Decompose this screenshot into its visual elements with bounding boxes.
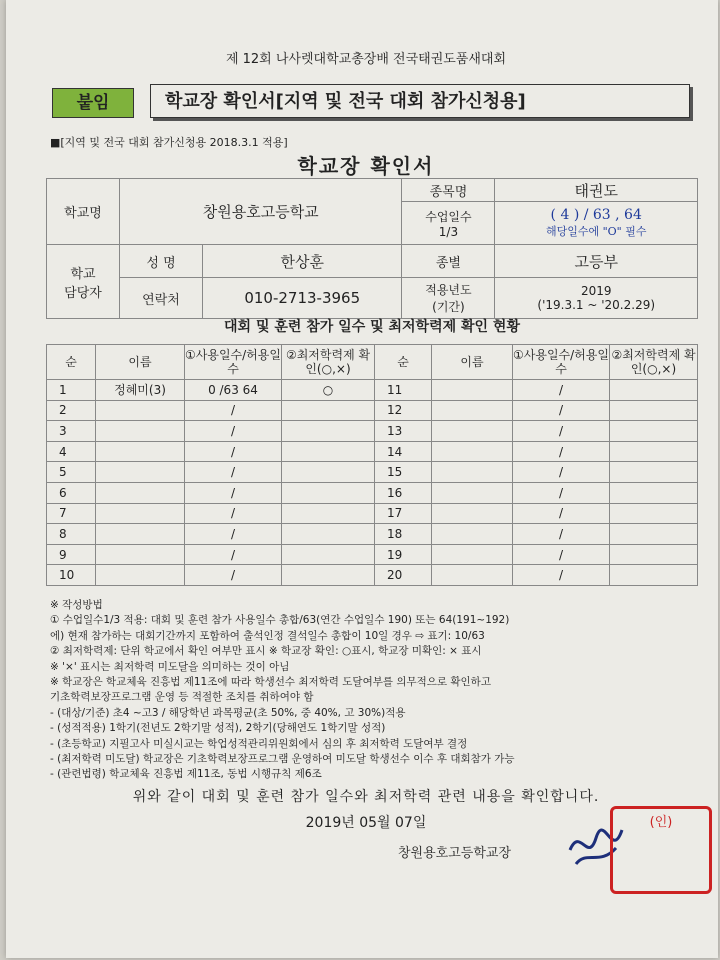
instruction-line: - (최저학력 미도달) 학교장은 기초학력보장프로그램 운영하여 미도달 학생선수 이수 후 대회참가 가능 [50, 753, 515, 766]
row-number-2: 17 [375, 503, 432, 524]
row-days-2: / [513, 524, 610, 545]
row-name-2 [432, 400, 513, 421]
row-min-2 [610, 380, 698, 401]
row-number: 2 [47, 400, 96, 421]
header-min: ②최저학력제 확인(○,×) [282, 345, 375, 380]
form-title: 학교장 확인서[지역 및 전국 대회 참가신청용] [150, 84, 690, 118]
contact-label: 연락처 [120, 278, 203, 319]
instruction-line: ※ 학교장은 학교체육 진흥법 제11조에 따라 학생선수 최저학력 도달여부를 의무적으로 확인하고 [50, 676, 491, 689]
form-note: ■[지역 및 전국 대회 참가신청용 2018.3.1 적용] [50, 136, 288, 149]
table-title: 대회 및 훈련 참가 일수 및 최저학력제 확인 현황 [224, 319, 520, 335]
row-min-2 [610, 400, 698, 421]
row-number: 3 [47, 421, 96, 442]
category-label: 종별 [402, 245, 495, 278]
row-number: 8 [47, 524, 96, 545]
row-name-2 [432, 421, 513, 442]
row-days-2: / [513, 380, 610, 401]
row-min-2 [610, 441, 698, 462]
row-days-2: / [513, 503, 610, 524]
table-row [47, 482, 698, 503]
contact-value: 010-2713-3965 [203, 278, 402, 319]
row-min [282, 503, 375, 524]
row-number-2: 20 [375, 565, 432, 586]
instruction-line: ① 수업일수1/3 적용: 대회 및 훈련 참가 사용일수 총합/63(연간 수업일수 190) 또는 64(191~192) [50, 614, 510, 627]
row-name-2 [432, 524, 513, 545]
signer: 창원용호고등학교장 [398, 846, 512, 861]
row-days: / [185, 482, 282, 503]
row-name [96, 565, 185, 586]
name-label: 성 명 [120, 245, 203, 278]
instruction-line: 기초학력보장프로그램 운영 등 적절한 조치를 취하여야 함 [50, 691, 314, 704]
row-days-2: / [513, 462, 610, 483]
instructions [50, 598, 700, 783]
row-number: 4 [47, 441, 96, 462]
row-days: / [185, 421, 282, 442]
staff-label: 학교 담당자 [47, 245, 120, 319]
row-days: / [185, 565, 282, 586]
header-days-2: ①사용일수/허용일수 [513, 345, 610, 380]
year-label: 적용년도 (기간) [402, 278, 495, 319]
row-name [96, 421, 185, 442]
row-min-2 [610, 524, 698, 545]
row-name-2 [432, 544, 513, 565]
row-number-2: 18 [375, 524, 432, 545]
row-min-2 [610, 482, 698, 503]
row-name-2 [432, 380, 513, 401]
row-name [96, 400, 185, 421]
row-number: 5 [47, 462, 96, 483]
row-name: 정혜미(3) [96, 380, 185, 401]
event-label: 종목명 [402, 179, 495, 202]
row-days: 0 /63 64 [185, 380, 282, 401]
attachment-tag: 붙임 [52, 88, 134, 118]
days-label: 수업일수 1/3 [402, 202, 495, 245]
year-value: 2019 ('19.3.1 ~ '20.2.29) [495, 278, 698, 319]
row-number-2: 15 [375, 462, 432, 483]
table-row [47, 421, 698, 442]
participation-table [46, 344, 698, 586]
row-days: / [185, 400, 282, 421]
row-min-2 [610, 503, 698, 524]
sign-date: 2019년 05월 07일 [305, 815, 427, 831]
row-name-2 [432, 441, 513, 462]
table-row [47, 565, 698, 586]
row-days-2: / [513, 441, 610, 462]
header-num-2: 순 [375, 345, 432, 380]
row-number-2: 11 [375, 380, 432, 401]
school-label: 학교명 [47, 179, 120, 245]
row-days: / [185, 524, 282, 545]
confirmation-text: 위와 같이 대회 및 훈련 참가 일수와 최저학력 관련 내용을 확인합니다. [132, 789, 600, 805]
row-name [96, 441, 185, 462]
days-value: ( 4 ) / 63 , 64 해당일수에 "O" 필수 [495, 202, 698, 245]
instruction-line: 에) 현재 참가하는 대회기간까지 포함하여 출석인정 결석일수 총합이 10일 경우 ⇨ 표기: 10/63 [50, 629, 485, 642]
row-number-2: 12 [375, 400, 432, 421]
row-min-2 [610, 421, 698, 442]
row-min [282, 462, 375, 483]
row-min-2 [610, 544, 698, 565]
row-min [282, 565, 375, 586]
document-title: 학교장 확인서 [297, 154, 435, 178]
row-days: / [185, 441, 282, 462]
row-number: 7 [47, 503, 96, 524]
school-name: 창원용호고등학교 [120, 179, 402, 245]
instruction-line: ※ 작성방법 [50, 599, 103, 611]
table-row [47, 544, 698, 565]
row-min-2 [610, 462, 698, 483]
header-num: 순 [47, 345, 96, 380]
school-seal: (인) [610, 806, 712, 894]
row-name-2 [432, 503, 513, 524]
instruction-line: - (대상/기준) 초4 ~고3 / 해당학년 과목평균(초 50%, 중 40%, 고 30%)적용 [50, 706, 406, 719]
category-value: 고등부 [495, 245, 698, 278]
row-name-2 [432, 565, 513, 586]
row-days-2: / [513, 544, 610, 565]
row-number-2: 19 [375, 544, 432, 565]
row-name [96, 482, 185, 503]
row-name [96, 503, 185, 524]
table-row [47, 441, 698, 462]
row-name-2 [432, 462, 513, 483]
row-number-2: 13 [375, 421, 432, 442]
row-days: / [185, 503, 282, 524]
row-min [282, 400, 375, 421]
row-min-2 [610, 565, 698, 586]
row-min [282, 441, 375, 462]
row-min [282, 544, 375, 565]
instruction-line: - (초등학교) 지필고사 미실시교는 학업성적관리위원회에서 심의 후 최저학력 도달여부 결정 [50, 737, 468, 750]
row-days-2: / [513, 565, 610, 586]
row-name [96, 524, 185, 545]
row-name-2 [432, 482, 513, 503]
row-number: 9 [47, 544, 96, 565]
table-row [47, 400, 698, 421]
row-days: / [185, 544, 282, 565]
header-min-2: ②최저학력제 확인(○,×) [610, 345, 698, 380]
event-value: 태권도 [495, 179, 698, 202]
row-days-2: / [513, 400, 610, 421]
row-number: 6 [47, 482, 96, 503]
instruction-line: ※ '×' 표시는 최저학력 미도달을 의미하는 것이 아님 [50, 660, 290, 673]
row-name [96, 544, 185, 565]
row-number-2: 16 [375, 482, 432, 503]
info-table [46, 178, 698, 319]
row-min [282, 524, 375, 545]
table-row [47, 524, 698, 545]
table-row [47, 503, 698, 524]
row-number: 10 [47, 565, 96, 586]
row-name [96, 462, 185, 483]
instruction-line: - (관련법령) 학교체육 진흥법 제11조, 동법 시행규칙 제6조 [50, 768, 322, 781]
header-name: 이름 [96, 345, 185, 380]
table-row [47, 380, 698, 401]
header-name-2: 이름 [432, 345, 513, 380]
table-row [47, 462, 698, 483]
row-min [282, 421, 375, 442]
row-number-2: 14 [375, 441, 432, 462]
row-number: 1 [47, 380, 96, 401]
header-days: ①사용일수/허용일수 [185, 345, 282, 380]
row-min: ○ [282, 380, 375, 401]
row-days: / [185, 462, 282, 483]
instruction-line: - (성적적용) 1학기(전년도 2학기말 성적), 2학기(당해연도 1학기말 성적) [50, 722, 386, 735]
instruction-line: ② 최저학력제: 단위 학교에서 확인 여부만 표시 ※ 학교장 확인: ○표시, 학교장 미확인: × 표시 [50, 645, 482, 658]
row-days-2: / [513, 421, 610, 442]
competition-name: 제 12회 나사렛대학교총장배 전국태권도품새대회 [225, 52, 507, 67]
row-min [282, 482, 375, 503]
row-days-2: / [513, 482, 610, 503]
staff-name: 한상훈 [203, 245, 402, 278]
document-page [6, 0, 718, 958]
